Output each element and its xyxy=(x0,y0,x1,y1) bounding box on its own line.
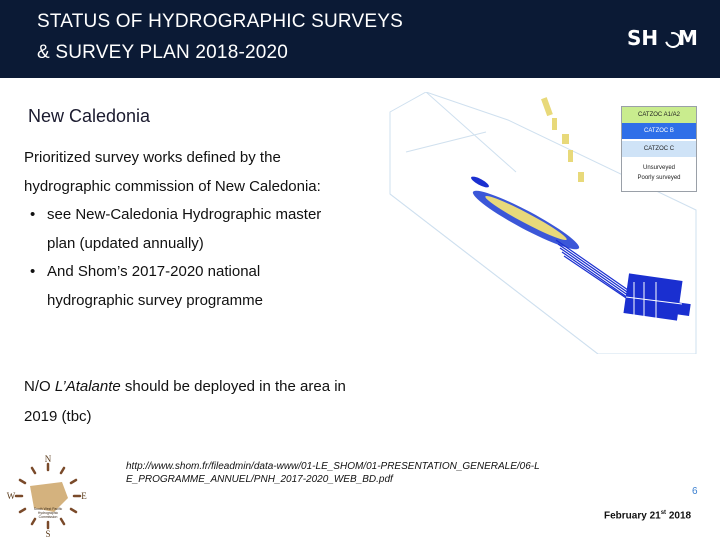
bullet-dot: • xyxy=(30,263,36,280)
hydrographic-commission-emblem xyxy=(6,452,90,538)
legend-item-c: CATZOC C xyxy=(622,141,696,157)
header-bar xyxy=(0,0,720,78)
legend-item-unsurveyed: Unsurveyed xyxy=(642,165,675,171)
page-number: 6 xyxy=(692,486,698,497)
body-text xyxy=(24,144,334,315)
logo-text-right: M xyxy=(678,26,698,50)
bullet-item-1 xyxy=(24,201,334,258)
title-line-1: STATUS OF HYDROGRAPHIC SURVEYS xyxy=(37,11,403,32)
intro-text: Prioritized survey works defined by the hydrographic commission of New Caledonia: xyxy=(24,149,321,195)
compass-w: W xyxy=(6,491,16,501)
bullet-item-2 xyxy=(24,258,334,315)
date-suffix: 2018 xyxy=(666,510,692,522)
bullet-dot: • xyxy=(30,206,36,223)
emblem-text-2: Hydrographic xyxy=(37,511,59,515)
bullet-text-1: see New-Caledonia Hydrographic master plan (updated annually) xyxy=(47,206,322,252)
title-line-2: & SURVEY PLAN 2018-2020 xyxy=(37,42,289,63)
deploy-suffix: should be deployed in the area in 2019 (tbc) xyxy=(24,378,346,425)
compass-s: S xyxy=(45,529,51,538)
slide-date xyxy=(604,510,691,521)
legend-item-poorly-surveyed: Poorly surveyed xyxy=(637,175,681,181)
shom-logo xyxy=(627,26,707,52)
bullet-text-2: And Shom’s 2017-2020 national hydrographic survey programme xyxy=(47,263,263,309)
loyalty-islands xyxy=(541,97,584,182)
emblem-text-3: Commission xyxy=(38,515,58,519)
date-ordinal: st xyxy=(660,510,667,516)
deployment-text xyxy=(24,372,354,432)
legend-item-b: CATZOC B xyxy=(622,123,696,139)
grande-terre xyxy=(469,175,583,256)
date-prefix: February 21 xyxy=(604,510,661,522)
compass-n: N xyxy=(44,454,52,464)
deploy-prefix: N/O xyxy=(24,378,55,395)
vessel-name: L’Atalante xyxy=(54,378,121,395)
compass-e: E xyxy=(81,491,87,501)
source-url-link[interactable]: http://www.shom.fr/fileadmin/data-www/01-LE_SHOM/01-PRESENTATION_GENERALE/06-LE_PROGRAMME_ANNUEL/PNH_2017-2020_WEB_BD.pdf xyxy=(126,461,540,485)
survey-tracks xyxy=(556,240,638,306)
slide-title xyxy=(37,6,403,68)
legend-item-a1a2: CATZOC A1/A2 xyxy=(622,107,696,123)
region-subtitle: New Caledonia xyxy=(28,106,151,126)
emblem-text-1: South West Pacific xyxy=(33,507,63,511)
logo-text-left: SH xyxy=(627,26,659,50)
catzoc-legend xyxy=(621,106,697,192)
